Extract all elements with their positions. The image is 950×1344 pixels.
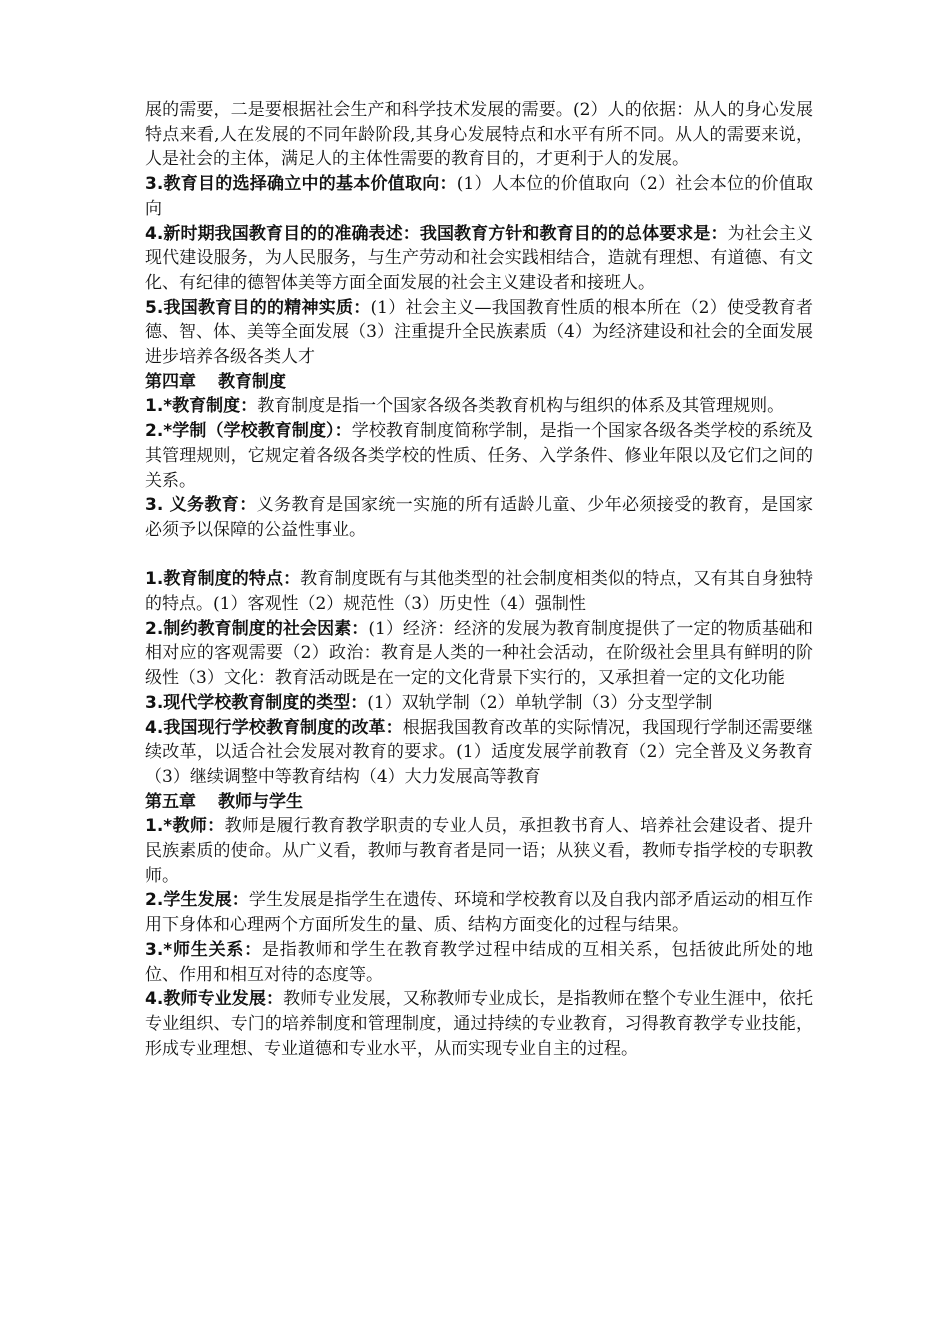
paragraph: [145, 617, 813, 691]
paragraph-heading: 3.现代学校教育制度的类型：: [145, 692, 368, 713]
chapter-heading: [145, 790, 813, 815]
paragraph: [145, 987, 813, 1061]
paragraph: [145, 814, 813, 888]
paragraph-body: 根据我国教育改革的实际情况，我国现行学制还需要继续改革，以适合社会发展对教育的要求。(1）适度发展学前教育（2）完全普及义务教育（3）继续调整中等教育结构（4）大力发展高等教育: [145, 717, 813, 787]
paragraph: [145, 419, 813, 493]
paragraph: [145, 938, 813, 987]
paragraph: [145, 888, 813, 937]
paragraph-heading: 3. 义务教育：: [145, 495, 257, 516]
paragraph-body: (1）双轨学制（2）单轨学制（3）分支型学制: [367, 692, 713, 713]
paragraph-body: 为社会主义现代建设服务，为人民服务，与生产劳动和社会实践相结合，造就有理想、有道德、有文化、有纪律的德智体美等方面全面发展的社会主义建设者和接班人。: [145, 223, 813, 293]
paragraph-body: (1）经济：经济的发展为教育制度提供了一定的物质基础和相对应的客观需要（2）政治：教育是人类的一种社会活动，在阶级社会里具有鲜明的阶级性（3）文化：教育活动既是在一定的文化背景下实行的，又承担着一定的文化功能: [145, 618, 813, 689]
paragraph-heading: 4.新时期我国教育目的的准确表述：我国教育方针和教育目的的总体要求是：: [145, 223, 728, 244]
paragraph-body: 是指教师和学生在教育教学过程中结成的互相关系，包括彼此所处的地位、作用和相互对待的态度等。: [145, 939, 813, 985]
chapter-title: 教育制度: [218, 371, 286, 392]
chapter-title: 教师与学生: [218, 791, 303, 812]
paragraph-heading: 4.教师专业发展：: [145, 989, 284, 1010]
paragraph-heading: 2.*学制（学校教育制度）：: [145, 421, 352, 442]
paragraph-body: (1）社会主义—我国教育性质的根本所在（2）使受教育者德、智、体、美等全面发展（3）注重提升全民族素质（4）为经济建设和社会的全面发展进步培养各级各类人才: [145, 297, 813, 368]
paragraph-body: 教师是履行教育教学职责的专业人员，承担教书育人、培养社会建设者、提升民族素质的使命。从广义看，教师与教育者是同一语；从狭义看，教师专指学校的专职教师。: [145, 816, 814, 886]
paragraph: [145, 98, 813, 172]
paragraph-heading: 1.*教育制度：: [145, 396, 258, 417]
chapter-heading: [145, 370, 813, 395]
paragraph-heading: 3.教育目的选择确立中的基本价值取向：: [145, 174, 457, 195]
paragraph-heading: 5.我国教育目的的精神实质：: [145, 297, 371, 318]
paragraph-body: 展的需要，二是要根据社会生产和科学技术发展的需要。(2）人的依据：从人的身心发展特点来看,人在发展的不同年龄阶段,其身心发展特点和水平有所不同。从人的需要来说，人是社会的主体，满足人的主体性需要的教育目的，才更利于人的发展。: [145, 100, 813, 170]
paragraph-heading: 2.制约教育制度的社会因素：: [145, 618, 369, 639]
paragraph: [145, 567, 813, 616]
chapter-number: 第五章: [145, 791, 196, 812]
blank-line: [145, 543, 813, 568]
paragraph-body: 学生发展是指学生在遗传、环境和学校教育以及自我内部矛盾运动的相互作用下身体和心理两个方面所发生的量、质、结构方面变化的过程与结果。: [145, 890, 813, 936]
paragraph-heading: 3.*师生关系：: [145, 939, 262, 960]
paragraph: [145, 691, 813, 716]
paragraph-body: 教师专业发展，又称教师专业成长，是指教师在整个专业生涯中，依托专业组织、专门的培养制度和管理制度，通过持续的专业教育，习得教育教学专业技能，形成专业理想、专业道德和专业水平，从而实现专业自主的过程。: [145, 989, 814, 1059]
paragraph-body: (1）人本位的价值取向（2）社会本位的价值取向: [145, 174, 813, 219]
chapter-number: 第四章: [145, 371, 196, 392]
paragraph-heading: 2.学生发展：: [145, 890, 249, 911]
paragraph: [145, 493, 813, 542]
paragraph-body: 学校教育制度简称学制，是指一个国家各级各类学校的系统及其管理规则，它规定着各级各类学校的性质、任务、入学条件、修业年限以及它们之间的关系。: [145, 421, 813, 491]
paragraph: [145, 716, 813, 790]
paragraph: [145, 222, 813, 296]
paragraph-body: 教育制度是指一个国家各级各类教育机构与组织的体系及其管理规则。: [257, 396, 785, 417]
paragraph-heading: 1.*教师：: [145, 816, 225, 837]
paragraph: [145, 172, 813, 221]
paragraph: [145, 394, 813, 419]
paragraph-body: 教育制度既有与其他类型的社会制度相类似的特点，又有其自身独特的特点。(1）客观性（2）规范性（3）历史性（4）强制性: [145, 569, 813, 615]
paragraph-heading: 4.我国现行学校教育制度的改革：: [145, 717, 403, 738]
paragraph-body: 义务教育是国家统一实施的所有适龄儿童、少年必须接受的教育，是国家必须予以保障的公益性事业。: [145, 495, 813, 540]
paragraph: [145, 296, 813, 370]
document-page: [145, 98, 813, 1061]
paragraph-heading: 1.教育制度的特点：: [145, 569, 301, 590]
